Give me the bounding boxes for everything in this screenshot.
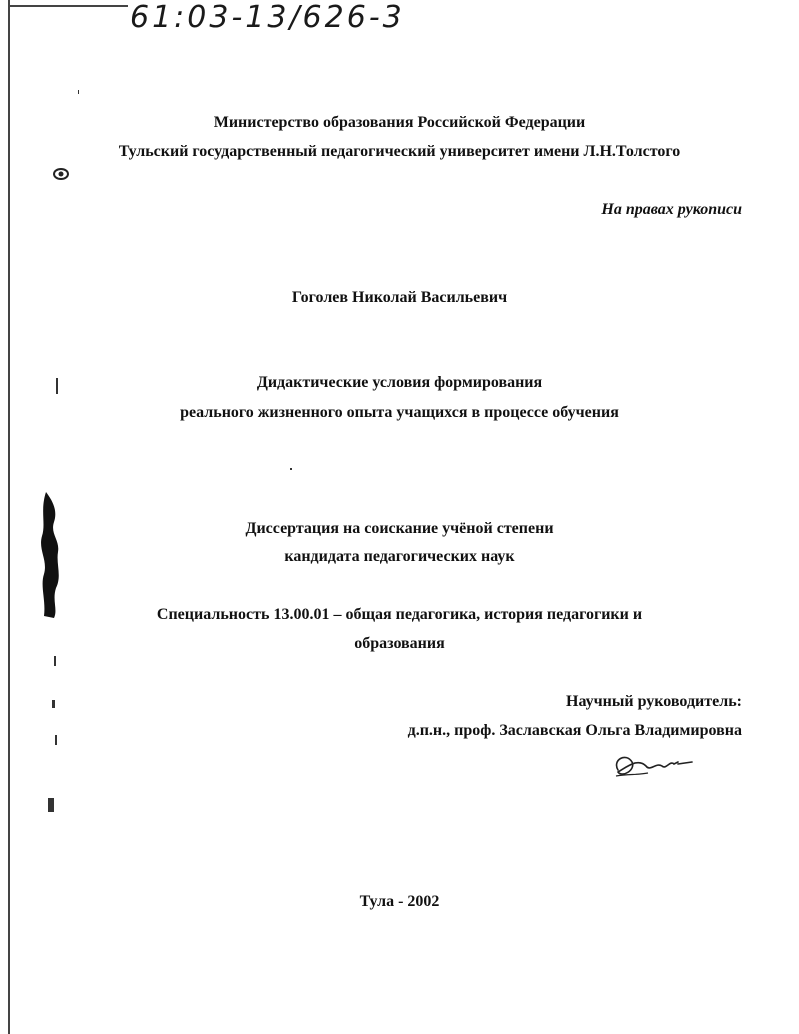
- specialty-line-1: Специальность 13.00.01 – общая педагогика, история педагогики и: [156, 606, 643, 623]
- ministry-heading: Министерство образования Российской Федерации: [213, 114, 586, 131]
- archive-number-handwritten: 61:03-13/626-3: [130, 0, 405, 35]
- place-year: Тула - 2002: [359, 893, 440, 910]
- supervisor-name: д.п.н., проф. Заславская Ольга Владимировна: [407, 722, 742, 739]
- scan-speck: [52, 700, 55, 708]
- supervisor-label: Научный руководитель:: [566, 693, 742, 710]
- scan-smudge-icon: [36, 490, 66, 620]
- degree-line-2: кандидата педагогических наук: [284, 548, 515, 565]
- scan-speck: [48, 798, 54, 812]
- scan-speck: [78, 90, 79, 94]
- title-line-1: Дидактические условия формирования: [256, 374, 543, 391]
- manuscript-note: На правах рукописи: [601, 201, 742, 218]
- degree-line-1: Диссертация на соискание учёной степени: [245, 520, 554, 537]
- scan-speck: [290, 468, 292, 470]
- scan-speck: [56, 378, 58, 394]
- title-line-2: реального жизненного опыта учащихся в процессе обучения: [180, 404, 619, 421]
- scan-speck: [54, 656, 56, 666]
- author-name: Гоголев Николай Васильевич: [291, 289, 508, 306]
- scan-top-line: [8, 5, 128, 7]
- university-heading: Тульский государственный педагогический университет имени Л.Н.Толстого: [118, 143, 681, 160]
- binder-hole-icon: [52, 166, 70, 182]
- specialty-line-2: образования: [354, 635, 445, 652]
- scan-speck: [55, 735, 57, 745]
- supervisor-signature-icon: [608, 748, 698, 784]
